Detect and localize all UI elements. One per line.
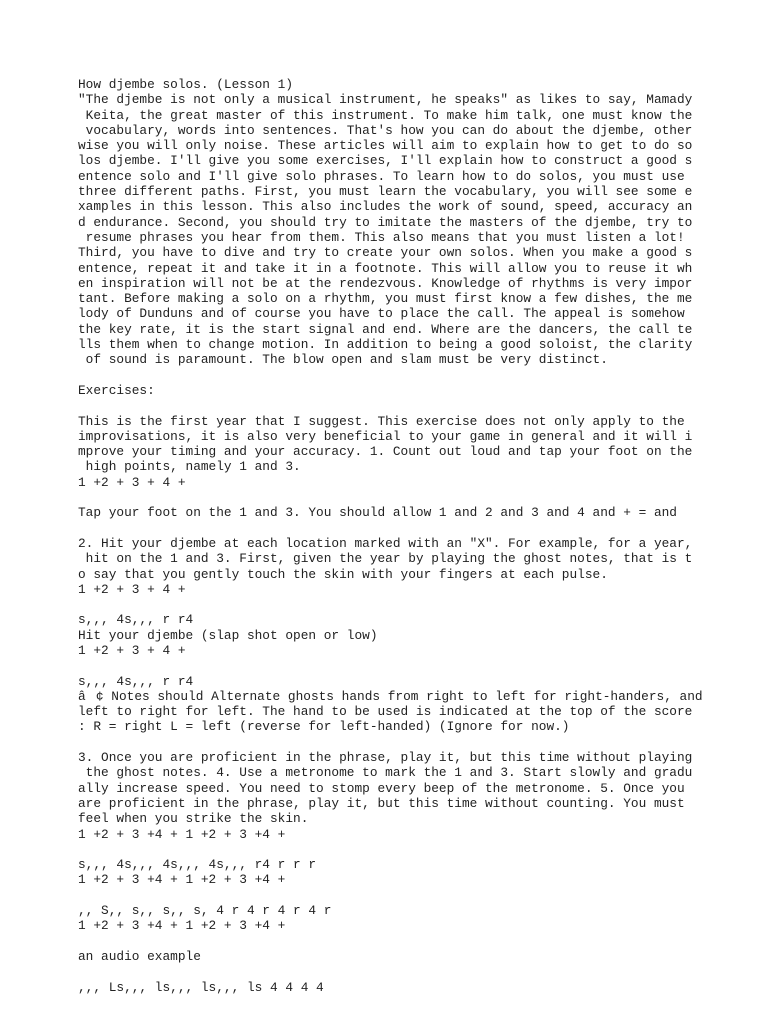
text-line: left to right for left. The hand to be used is indicated at the top of the score	[78, 704, 693, 720]
text-line: 1 +2 + 3 + 4 +	[78, 642, 186, 658]
text-line: hit on the 1 and 3. First, given the year by playing the ghost notes, that is t	[78, 551, 693, 567]
text-line: lody of Dunduns and of course you have to place the call. The appeal is somehow	[78, 306, 685, 322]
text-line: ally increase speed. You need to stomp every beep of the metronome. 5. Once you	[78, 780, 685, 796]
text-line: s,,, 4s,,, r r4	[78, 673, 194, 689]
text-line: the ghost notes. 4. Use a metronome to mark the 1 and 3. Start slowly and gradu	[78, 765, 693, 781]
text-line: 1 +2 + 3 +4 + 1 +2 + 3 +4 +	[78, 918, 286, 934]
text-line: Hit your djembe (slap shot open or low)	[78, 627, 378, 643]
text-line: Exercises:	[78, 382, 155, 398]
text-line: Tap your foot on the 1 and 3. You should allow 1 and 2 and 3 and 4 and + = and	[78, 505, 677, 521]
document-body	[78, 77, 718, 995]
text-line: three different paths. First, you must learn the vocabulary, you will see some e	[78, 184, 693, 200]
text-line: resume phrases you hear from them. This also means that you must listen a lot!	[78, 229, 685, 245]
blank-line	[78, 521, 718, 536]
text-line: mprove your timing and your accuracy. 1. Count out loud and tap your foot on the	[78, 444, 693, 460]
blank-line	[78, 368, 718, 383]
text-line: of sound is paramount. The blow open and slam must be very distinct.	[78, 352, 608, 368]
text-line: an audio example	[78, 948, 201, 964]
text-line: entence, repeat it and take it in a footnote. This will allow you to reuse it wh	[78, 260, 693, 276]
text-line: This is the first year that I suggest. This exercise does not only apply to the	[78, 413, 685, 429]
text-line: â¢ Notes should Alternate ghosts hands from right to left for right-handers, and	[78, 688, 703, 704]
blank-line	[78, 842, 718, 857]
text-line: 2. Hit your djembe at each location marked with an "X". For example, for a year,	[78, 535, 693, 551]
text-line: ,, S,, s,, s,, s, 4 r 4 r 4 r 4 r	[78, 903, 332, 919]
text-line: lls them when to change motion. In addition to being a good soloist, the clarity	[78, 337, 693, 353]
text-line: : R = right L = left (reverse for left-handed) (Ignore for now.)	[78, 719, 570, 735]
text-line: xamples in this lesson. This also includes the work of sound, speed, accuracy an	[78, 199, 693, 215]
text-line: 1 +2 + 3 +4 + 1 +2 + 3 +4 +	[78, 872, 286, 888]
blank-line	[78, 398, 718, 413]
text-line: How djembe solos. (Lesson 1)	[78, 77, 294, 92]
text-line: improvisations, it is also very beneficial to your game in general and it will i	[78, 428, 693, 444]
text-line: 1 +2 + 3 + 4 +	[78, 474, 186, 490]
text-line: o say that you gently touch the skin with your fingers at each pulse.	[78, 566, 608, 582]
blank-line	[78, 597, 718, 612]
text-line: en inspiration will not be at the rendezvous. Knowledge of rhythms is very impor	[78, 275, 693, 291]
blank-line	[78, 934, 718, 949]
text-line: 1 +2 + 3 +4 + 1 +2 + 3 +4 +	[78, 826, 286, 842]
text-line: los djembe. I'll give you some exercises, I'll explain how to construct a good s	[78, 153, 693, 169]
text-line: the key rate, it is the start signal and end. Where are the dancers, the call te	[78, 321, 693, 337]
blank-line	[78, 888, 718, 903]
blank-line	[78, 658, 718, 673]
text-line: high points, namely 1 and 3.	[78, 459, 301, 475]
text-line: ,,, Ls,,, ls,,, ls,,, ls 4 4 4 4	[78, 979, 324, 995]
text-line: tant. Before making a solo on a rhythm, you must first know a few dishes, the me	[78, 291, 693, 307]
text-line: are proficient in the phrase, play it, but this time without counting. You must	[78, 795, 685, 811]
blank-line	[78, 490, 718, 505]
text-line: d endurance. Second, you should try to imitate the masters of the djembe, try to	[78, 214, 693, 230]
text-line: entence solo and I'll give solo phrases. To learn how to do solos, you must use	[78, 168, 685, 184]
text-line: 3. Once you are proficient in the phrase, play it, but this time without playing	[78, 750, 693, 766]
text-line: wise you will only noise. These articles will aim to explain how to get to do so	[78, 138, 693, 154]
blank-line	[78, 964, 718, 979]
text-line: Third, you have to dive and try to create your own solos. When you make a good s	[78, 245, 693, 261]
text-line: Keita, the great master of this instrument. To make him talk, one must know the	[78, 107, 693, 123]
text-line: "The djembe is not only a musical instrument, he speaks" as likes to say, Mamady	[78, 92, 693, 108]
text-line: s,,, 4s,,, r r4	[78, 612, 194, 628]
blank-line	[78, 735, 718, 750]
text-line: feel when you strike the skin.	[78, 811, 309, 827]
text-line: s,,, 4s,,, 4s,,, 4s,,, r4 r r r	[78, 857, 317, 873]
text-line: vocabulary, words into sentences. That's how you can do about the djembe, other	[78, 122, 693, 138]
text-line: 1 +2 + 3 + 4 +	[78, 581, 186, 597]
